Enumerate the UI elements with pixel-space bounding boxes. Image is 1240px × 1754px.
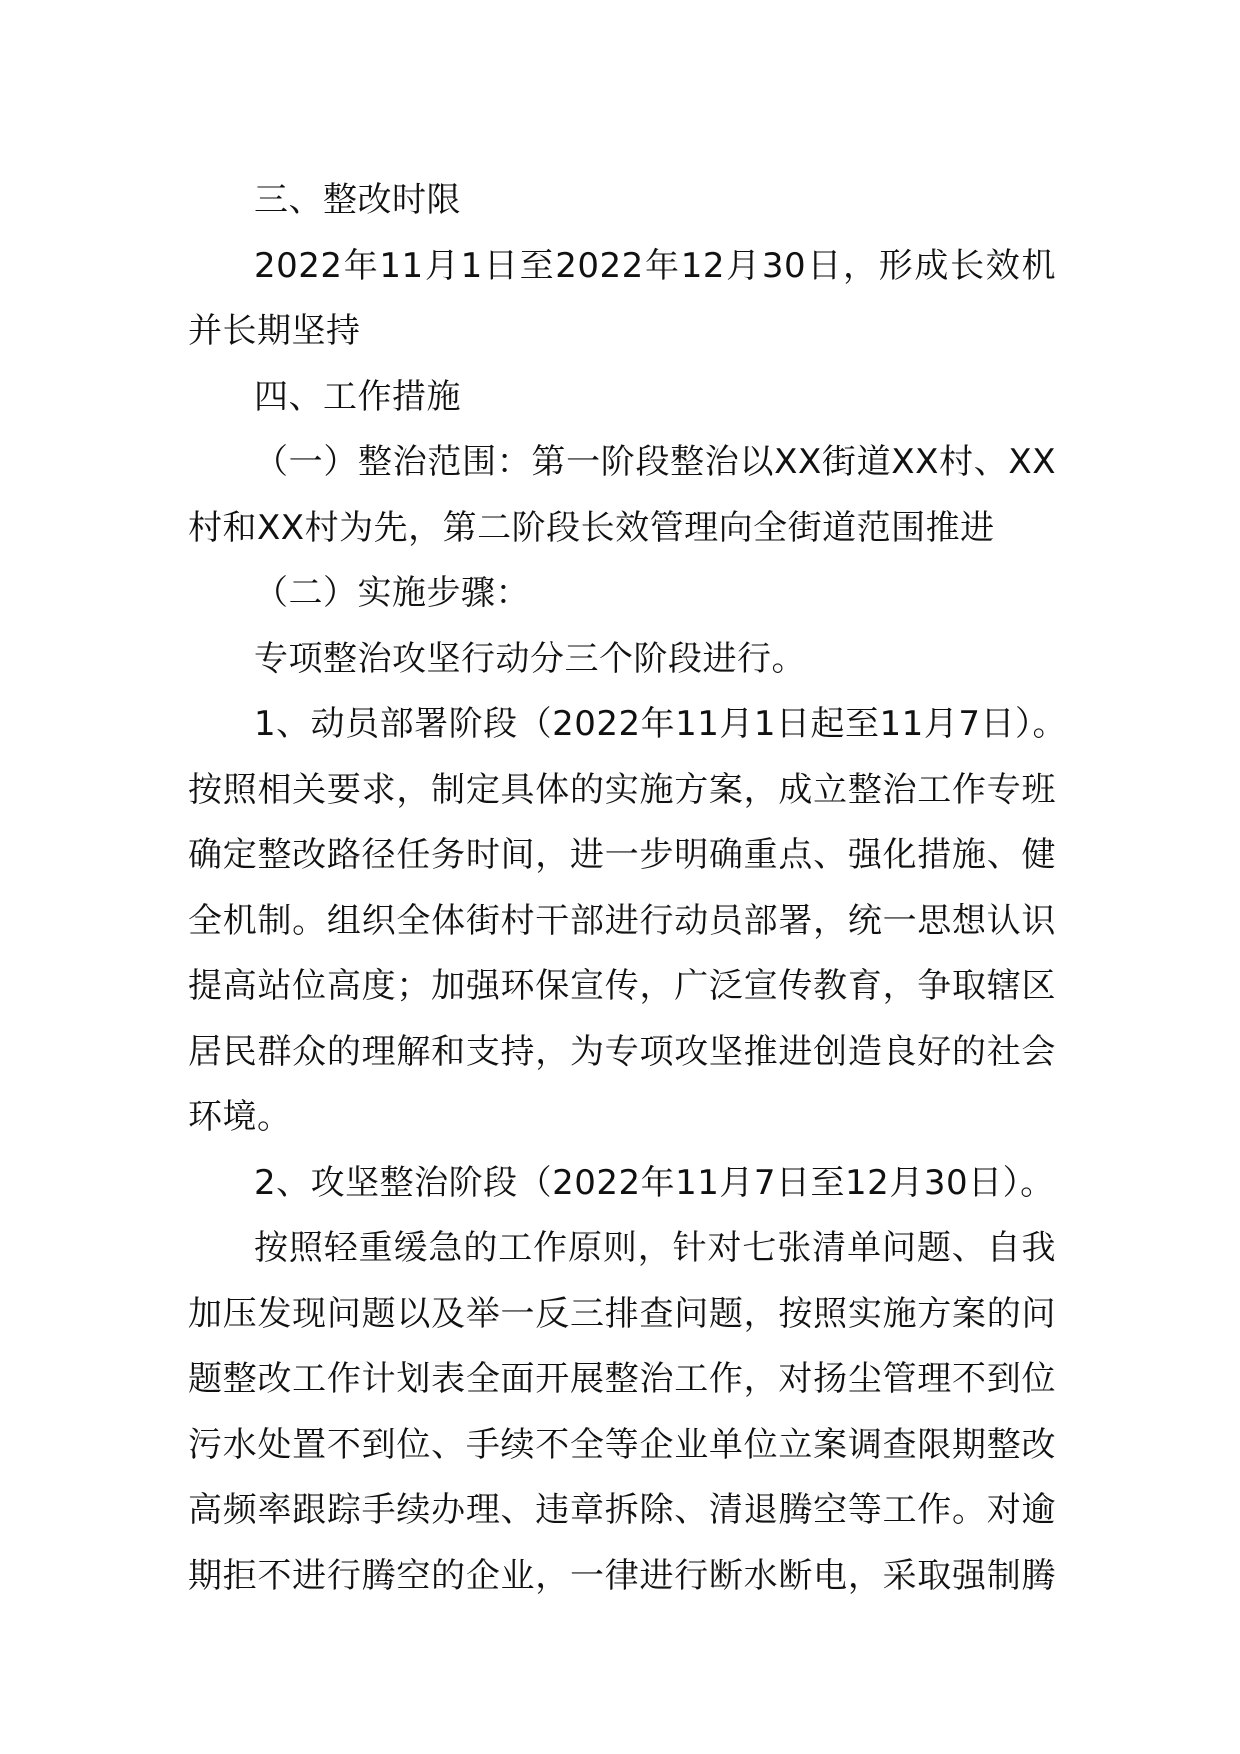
paragraph-line: 按照相关要求，制定具体的实施方案，成立整治工作专班 bbox=[188, 769, 1056, 810]
phase-heading-1: 1、动员部署阶段（2022年11月1日起至11月7日）。 bbox=[254, 704, 1067, 744]
paragraph-line: 题整改工作计划表全面开展整治工作，对扬尘管理不到位 bbox=[188, 1359, 1056, 1399]
paragraph-line: 高频率跟踪手续办理、违章拆除、清退腾空等工作。对逾 bbox=[188, 1490, 1056, 1530]
paragraph-line: 2022年11月1日至2022年12月30日，形成长效机 bbox=[254, 245, 1056, 286]
paragraph-line: 加压发现问题以及举一反三排查问题，按照实施方案的问 bbox=[188, 1293, 1056, 1334]
section-heading-measures: 四、工作措施 bbox=[254, 376, 461, 417]
paragraph-line: 专项整治攻坚行动分三个阶段进行。 bbox=[254, 638, 806, 679]
paragraph-line: 按照轻重缓急的工作原则，针对七张清单问题、自我 bbox=[254, 1228, 1056, 1268]
paragraph-line: 并长期坚持 bbox=[188, 311, 361, 351]
document-body bbox=[188, 168, 1067, 1609]
paragraph-line: 提高站位高度；加强环保宣传，广泛宣传教育，争取辖区 bbox=[188, 966, 1056, 1006]
paragraph-line: 村和XX村为先，第二阶段长效管理向全街道范围推进 bbox=[188, 507, 995, 548]
section-heading-deadline: 三、整改时限 bbox=[254, 180, 461, 220]
phase-heading-2: 2、攻坚整治阶段（2022年11月7日至12月30日）。 bbox=[254, 1162, 1055, 1203]
paragraph-line: 确定整改路径任务时间，进一步明确重点、强化措施、健 bbox=[188, 835, 1056, 875]
paragraph-line: 环境。 bbox=[188, 1097, 292, 1137]
subheading-steps: （二）实施步骤： bbox=[254, 573, 530, 613]
paragraph-line: （一）整治范围：第一阶段整治以XX街道XX村、XX bbox=[254, 442, 1056, 482]
paragraph-line: 居民群众的理解和支持，为专项攻坚推进创造良好的社会 bbox=[188, 1031, 1056, 1072]
paragraph-line: 污水处置不到位、手续不全等企业单位立案调查限期整改 bbox=[188, 1424, 1056, 1465]
paragraph-line: 全机制。组织全体街村干部进行动员部署，统一思想认识 bbox=[188, 900, 1056, 941]
paragraph-line: 期拒不进行腾空的企业，一律进行断水断电，采取强制腾 bbox=[188, 1555, 1056, 1596]
